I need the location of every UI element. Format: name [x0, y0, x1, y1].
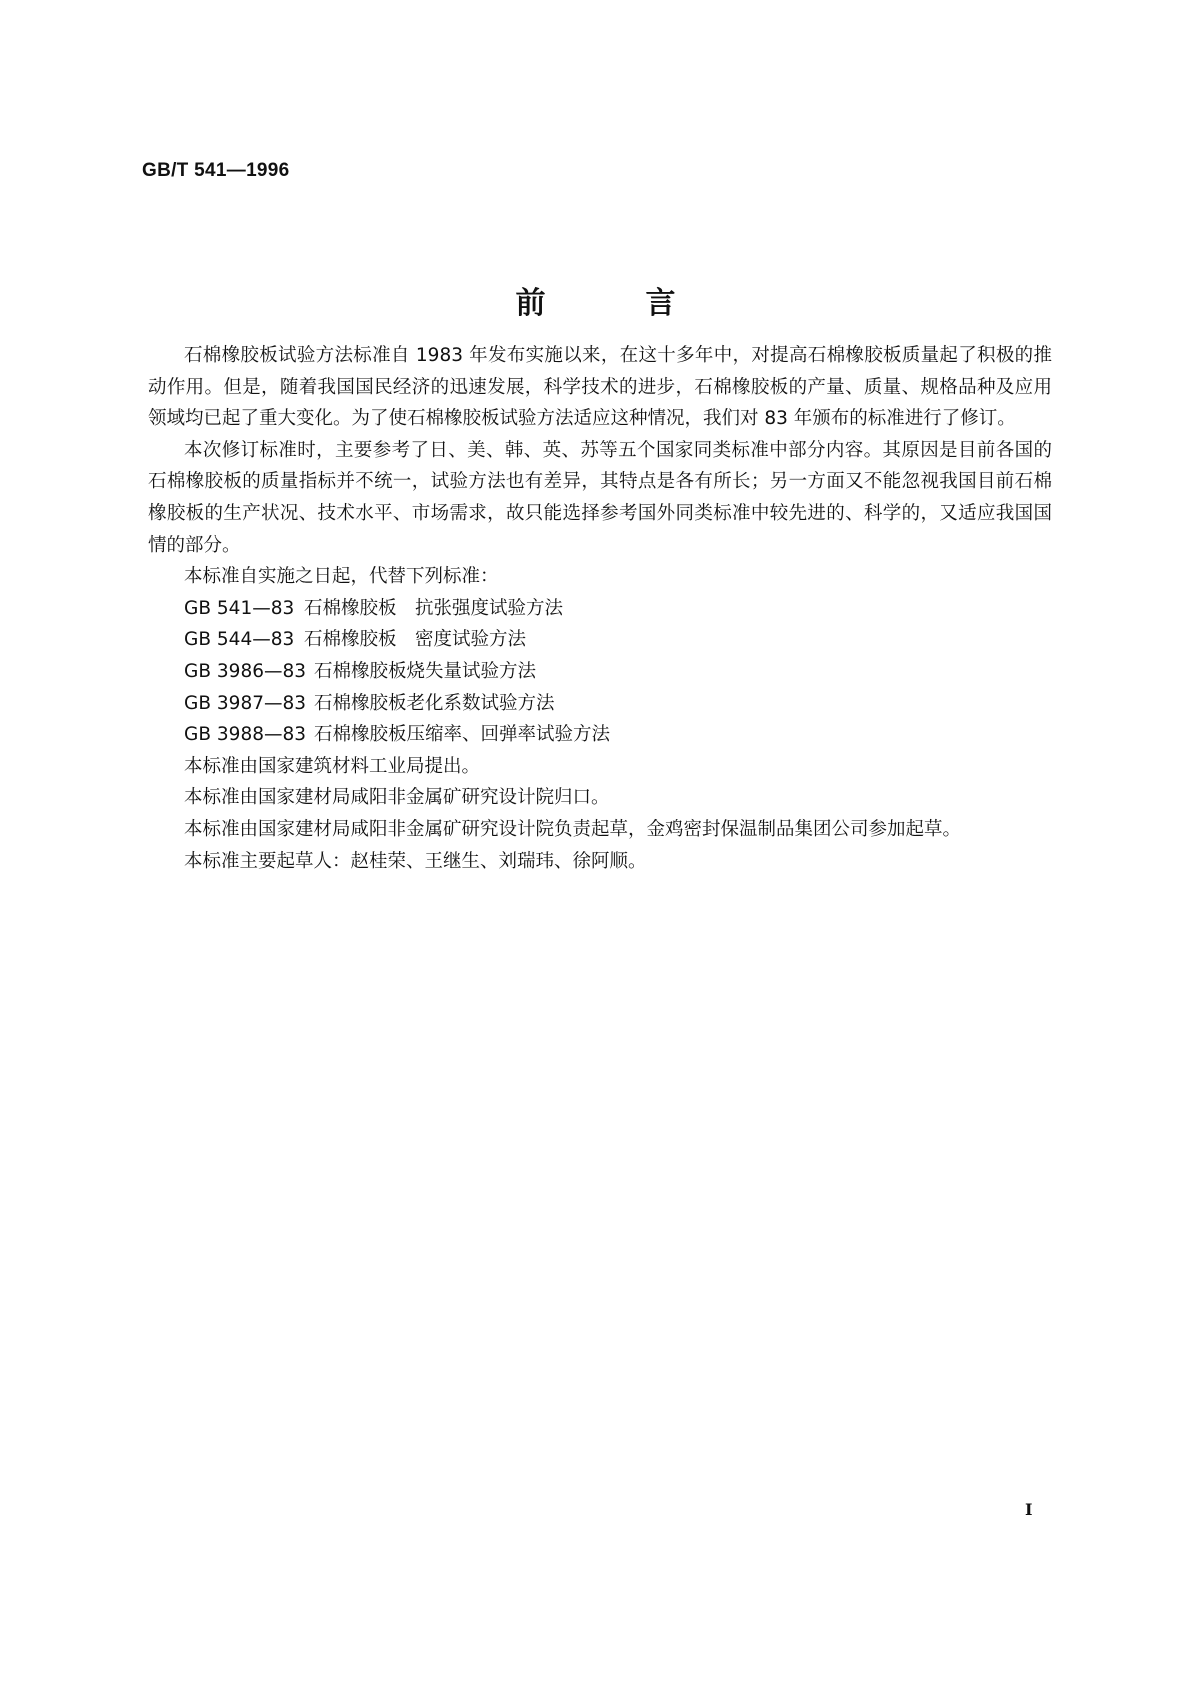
replaced-standards-list — [148, 593, 1052, 751]
foreword-paragraph-1: 石棉橡胶板试验方法标准自 1983 年发布实施以来，在这十多年中，对提高石棉橡胶板质量起了积极的推动作用。但是，随着我国国民经济的迅速发展，科学技术的进步，石棉橡胶板的产量、质量、规格品种及应用领域均已起了重大变化。为了使石棉橡胶板试验方法适应这种情况，我们对 83 年颁布的标准进行了修订。 — [148, 345, 1052, 430]
standard-number: GB 3988—83 — [184, 724, 307, 746]
standard-title: 石棉橡胶板 密度试验方法 — [304, 629, 527, 651]
page-title: 前言 — [515, 286, 776, 321]
drafting-unit-line: 本标准由国家建材局咸阳非金属矿研究设计院负责起草，金鸡密封保温制品集团公司参加起草。 — [184, 818, 962, 840]
foreword-body — [148, 340, 1052, 877]
proposer-line: 本标准由国家建筑材料工业局提出。 — [184, 755, 481, 777]
standard-number: GB 3987—83 — [184, 692, 307, 714]
standard-number: GB 3986—83 — [184, 660, 307, 682]
list-item — [148, 656, 1052, 688]
drafters-line: 本标准主要起草人：赵桂荣、王继生、刘瑞玮、徐阿顺。 — [184, 850, 647, 872]
standard-number: GB 541—83 — [184, 597, 295, 619]
foreword-paragraph-2: 本次修订标准时，主要参考了日、美、韩、英、苏等五个国家同类标准中部分内容。其原因是目前各国的石棉橡胶板的质量指标并不统一，试验方法也有差异，其特点是各有所长；另一方面又不能忽视我国目前石棉橡胶板的生产状况、技术水平、市场需求，故只能选择参考国外同类标准中较先进的、科学的，又适应我国国情的部分。 — [148, 439, 1052, 556]
replacement-intro: 本标准自实施之日起，代替下列标准： — [184, 566, 499, 588]
standard-title: 石棉橡胶板压缩率、回弹率试验方法 — [314, 724, 611, 746]
standard-code: GB/T 541—1996 — [142, 160, 290, 181]
standard-title: 石棉橡胶板烧失量试验方法 — [314, 660, 537, 682]
list-item — [148, 719, 1052, 751]
list-item — [148, 593, 1052, 625]
page-number: I — [1025, 1500, 1033, 1519]
standard-title: 石棉橡胶板老化系数试验方法 — [314, 692, 555, 714]
standard-title: 石棉橡胶板 抗张强度试验方法 — [304, 597, 564, 619]
list-item — [148, 688, 1052, 720]
list-item — [148, 624, 1052, 656]
centralized-unit-line: 本标准由国家建材局咸阳非金属矿研究设计院归口。 — [184, 787, 610, 809]
standard-number: GB 544—83 — [184, 629, 295, 651]
